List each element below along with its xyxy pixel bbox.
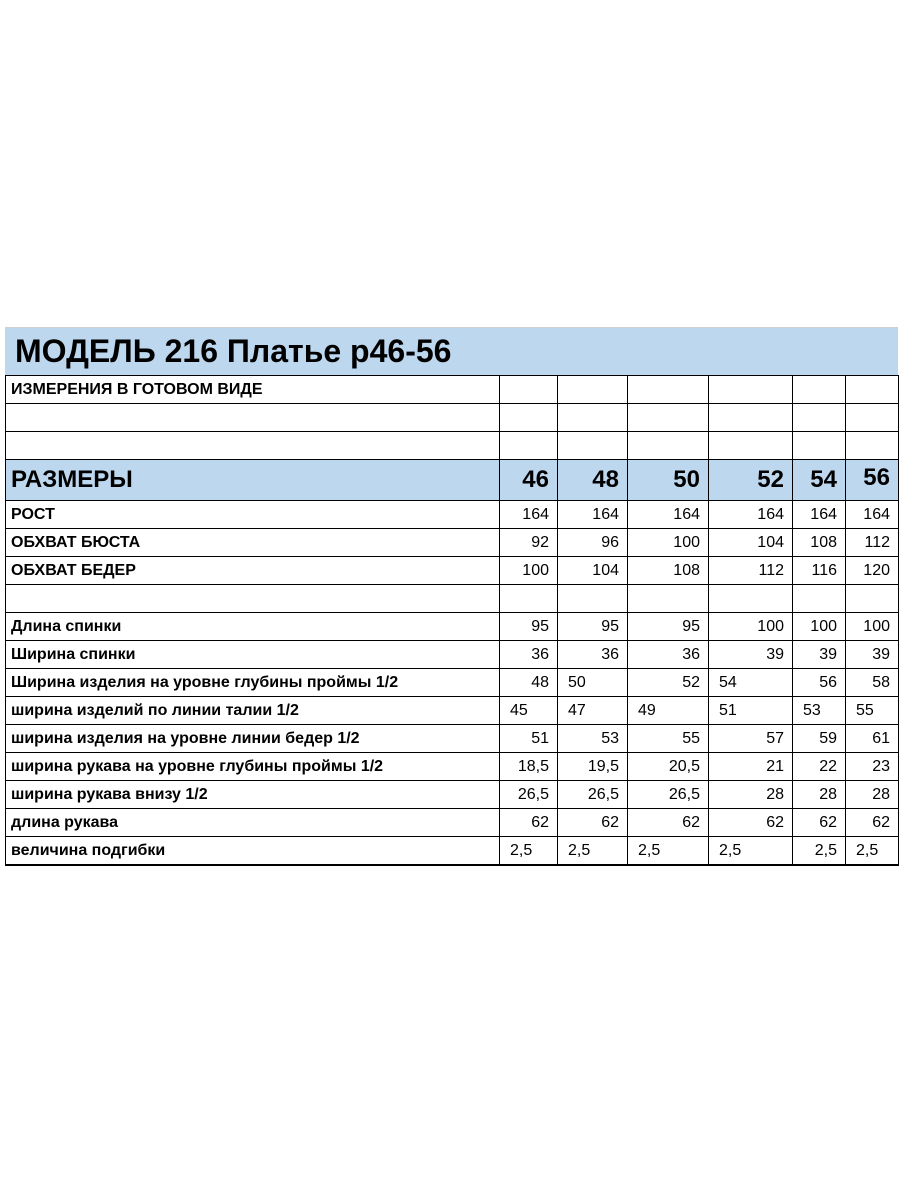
- table-cell: 53: [558, 725, 628, 753]
- table-cell: 2,5: [558, 837, 628, 866]
- table-cell: 164: [846, 501, 899, 529]
- table-cell: 47: [558, 697, 628, 725]
- table-cell: 39: [846, 641, 899, 669]
- table-row: [6, 613, 899, 641]
- table-cell: [793, 432, 846, 460]
- table-cell: 23: [846, 753, 899, 781]
- table-cell: 36: [628, 641, 709, 669]
- table-cell: [558, 432, 628, 460]
- table-cell: [793, 404, 846, 432]
- table-cell: [709, 404, 793, 432]
- table-cell: 26,5: [500, 781, 558, 809]
- table-row: [6, 753, 899, 781]
- table-cell: 59: [793, 725, 846, 753]
- sizes-label: РАЗМЕРЫ: [6, 460, 500, 501]
- table-cell: 54: [709, 669, 793, 697]
- size-header-cell: 46: [500, 460, 558, 501]
- table-cell: [628, 376, 709, 404]
- table-cell: 56: [793, 669, 846, 697]
- table-cell: [558, 404, 628, 432]
- table-cell: 108: [628, 557, 709, 585]
- row-label: Ширина изделия на уровне глубины проймы 1/2: [6, 669, 500, 697]
- table-row: [6, 585, 899, 613]
- row-label: ширина рукава внизу 1/2: [6, 781, 500, 809]
- table-cell: 108: [793, 529, 846, 557]
- table-cell: [558, 585, 628, 613]
- table-row: [6, 529, 899, 557]
- table-cell: 26,5: [628, 781, 709, 809]
- table-cell: 19,5: [558, 753, 628, 781]
- table-cell: 164: [793, 501, 846, 529]
- table-cell: 50: [558, 669, 628, 697]
- table-cell: 112: [709, 557, 793, 585]
- table-row: [6, 432, 899, 460]
- table-cell: 36: [558, 641, 628, 669]
- table-cell: 2,5: [628, 837, 709, 866]
- size-header-cell: 48: [558, 460, 628, 501]
- table-cell: 28: [846, 781, 899, 809]
- table-cell: 20,5: [628, 753, 709, 781]
- measurements-table: [5, 375, 899, 866]
- table-row: [6, 404, 899, 432]
- row-label: Длина спинки: [6, 613, 500, 641]
- table-row: [6, 641, 899, 669]
- table-row: [6, 501, 899, 529]
- table-cell: [628, 404, 709, 432]
- table-cell: 52: [628, 669, 709, 697]
- size-header-cell: 52: [709, 460, 793, 501]
- table-cell: 18,5: [500, 753, 558, 781]
- table-cell: 21: [709, 753, 793, 781]
- table-cell: [500, 432, 558, 460]
- table-cell: [6, 432, 500, 460]
- table-cell: 95: [558, 613, 628, 641]
- table-cell: [793, 585, 846, 613]
- table-cell: 112: [846, 529, 899, 557]
- table-cell: [709, 585, 793, 613]
- table-cell: 36: [500, 641, 558, 669]
- size-header-cell: 56: [846, 460, 899, 501]
- table-cell: 2,5: [500, 837, 558, 866]
- table-cell: [709, 376, 793, 404]
- table-cell: [846, 404, 899, 432]
- table-cell: [500, 404, 558, 432]
- table-cell: [500, 376, 558, 404]
- table-cell: 62: [709, 809, 793, 837]
- table-cell: [6, 585, 500, 613]
- table-row: [6, 809, 899, 837]
- table-cell: 45: [500, 697, 558, 725]
- table-cell: 48: [500, 669, 558, 697]
- row-label: ширина изделий по линии талии 1/2: [6, 697, 500, 725]
- table-cell: 116: [793, 557, 846, 585]
- table-cell: 96: [558, 529, 628, 557]
- table-cell: 100: [846, 613, 899, 641]
- table-cell: 28: [793, 781, 846, 809]
- table-cell: 164: [500, 501, 558, 529]
- table-cell: [846, 376, 899, 404]
- row-label: ОБХВАТ БЮСТА: [6, 529, 500, 557]
- table-cell: [846, 585, 899, 613]
- title-bar: [5, 327, 898, 376]
- table-cell: 61: [846, 725, 899, 753]
- table-cell: 164: [558, 501, 628, 529]
- sizes-row: [6, 460, 899, 501]
- table-cell: 100: [709, 613, 793, 641]
- table-cell: 26,5: [558, 781, 628, 809]
- table-cell: 164: [628, 501, 709, 529]
- table-cell: [628, 585, 709, 613]
- table-cell: 51: [500, 725, 558, 753]
- table-cell: 2,5: [793, 837, 846, 866]
- table-cell: 2,5: [709, 837, 793, 866]
- table-row: [6, 669, 899, 697]
- table-cell: 55: [628, 725, 709, 753]
- table-cell: 39: [709, 641, 793, 669]
- size-header-cell: 54: [793, 460, 846, 501]
- table-cell: [500, 585, 558, 613]
- table-cell: 49: [628, 697, 709, 725]
- row-label: ОБХВАТ БЕДЕР: [6, 557, 500, 585]
- table-row: [6, 697, 899, 725]
- table-cell: 100: [500, 557, 558, 585]
- table-cell: 62: [846, 809, 899, 837]
- table-cell: [793, 376, 846, 404]
- table-cell: [628, 432, 709, 460]
- table-cell: 95: [628, 613, 709, 641]
- table-row: [6, 781, 899, 809]
- row-label: ширина изделия на уровне линии бедер 1/2: [6, 725, 500, 753]
- table-cell: 62: [628, 809, 709, 837]
- table-cell: [558, 376, 628, 404]
- table-cell: 57: [709, 725, 793, 753]
- table-cell: [709, 432, 793, 460]
- table-cell: 51: [709, 697, 793, 725]
- row-label: Ширина спинки: [6, 641, 500, 669]
- table-row: [6, 837, 899, 866]
- table-cell: 58: [846, 669, 899, 697]
- table-cell: 100: [628, 529, 709, 557]
- table-cell: 120: [846, 557, 899, 585]
- measurements-header-label: ИЗМЕРЕНИЯ В ГОТОВОМ ВИДЕ: [6, 376, 500, 404]
- table-cell: 95: [500, 613, 558, 641]
- table-cell: 62: [793, 809, 846, 837]
- table-cell: 100: [793, 613, 846, 641]
- table-cell: 62: [558, 809, 628, 837]
- model-title: МОДЕЛЬ 216 Платье р46-56: [15, 333, 452, 369]
- table-cell: 62: [500, 809, 558, 837]
- table-cell: 39: [793, 641, 846, 669]
- table-cell: 104: [709, 529, 793, 557]
- row-label: РОСТ: [6, 501, 500, 529]
- table-row: [6, 557, 899, 585]
- row-label: длина рукава: [6, 809, 500, 837]
- table-cell: 92: [500, 529, 558, 557]
- table-cell: 104: [558, 557, 628, 585]
- row-label: ширина рукава на уровне глубины проймы 1/2: [6, 753, 500, 781]
- table-cell: 55: [846, 697, 899, 725]
- size-header-cell: 50: [628, 460, 709, 501]
- table-cell: 2,5: [846, 837, 899, 866]
- table-cell: 53: [793, 697, 846, 725]
- table-cell: [846, 432, 899, 460]
- table-cell: 22: [793, 753, 846, 781]
- table-cell: 28: [709, 781, 793, 809]
- table-row: [6, 725, 899, 753]
- table-cell: 164: [709, 501, 793, 529]
- row-label: величина подгибки: [6, 837, 500, 866]
- table-cell: [6, 404, 500, 432]
- table-row: [6, 376, 899, 404]
